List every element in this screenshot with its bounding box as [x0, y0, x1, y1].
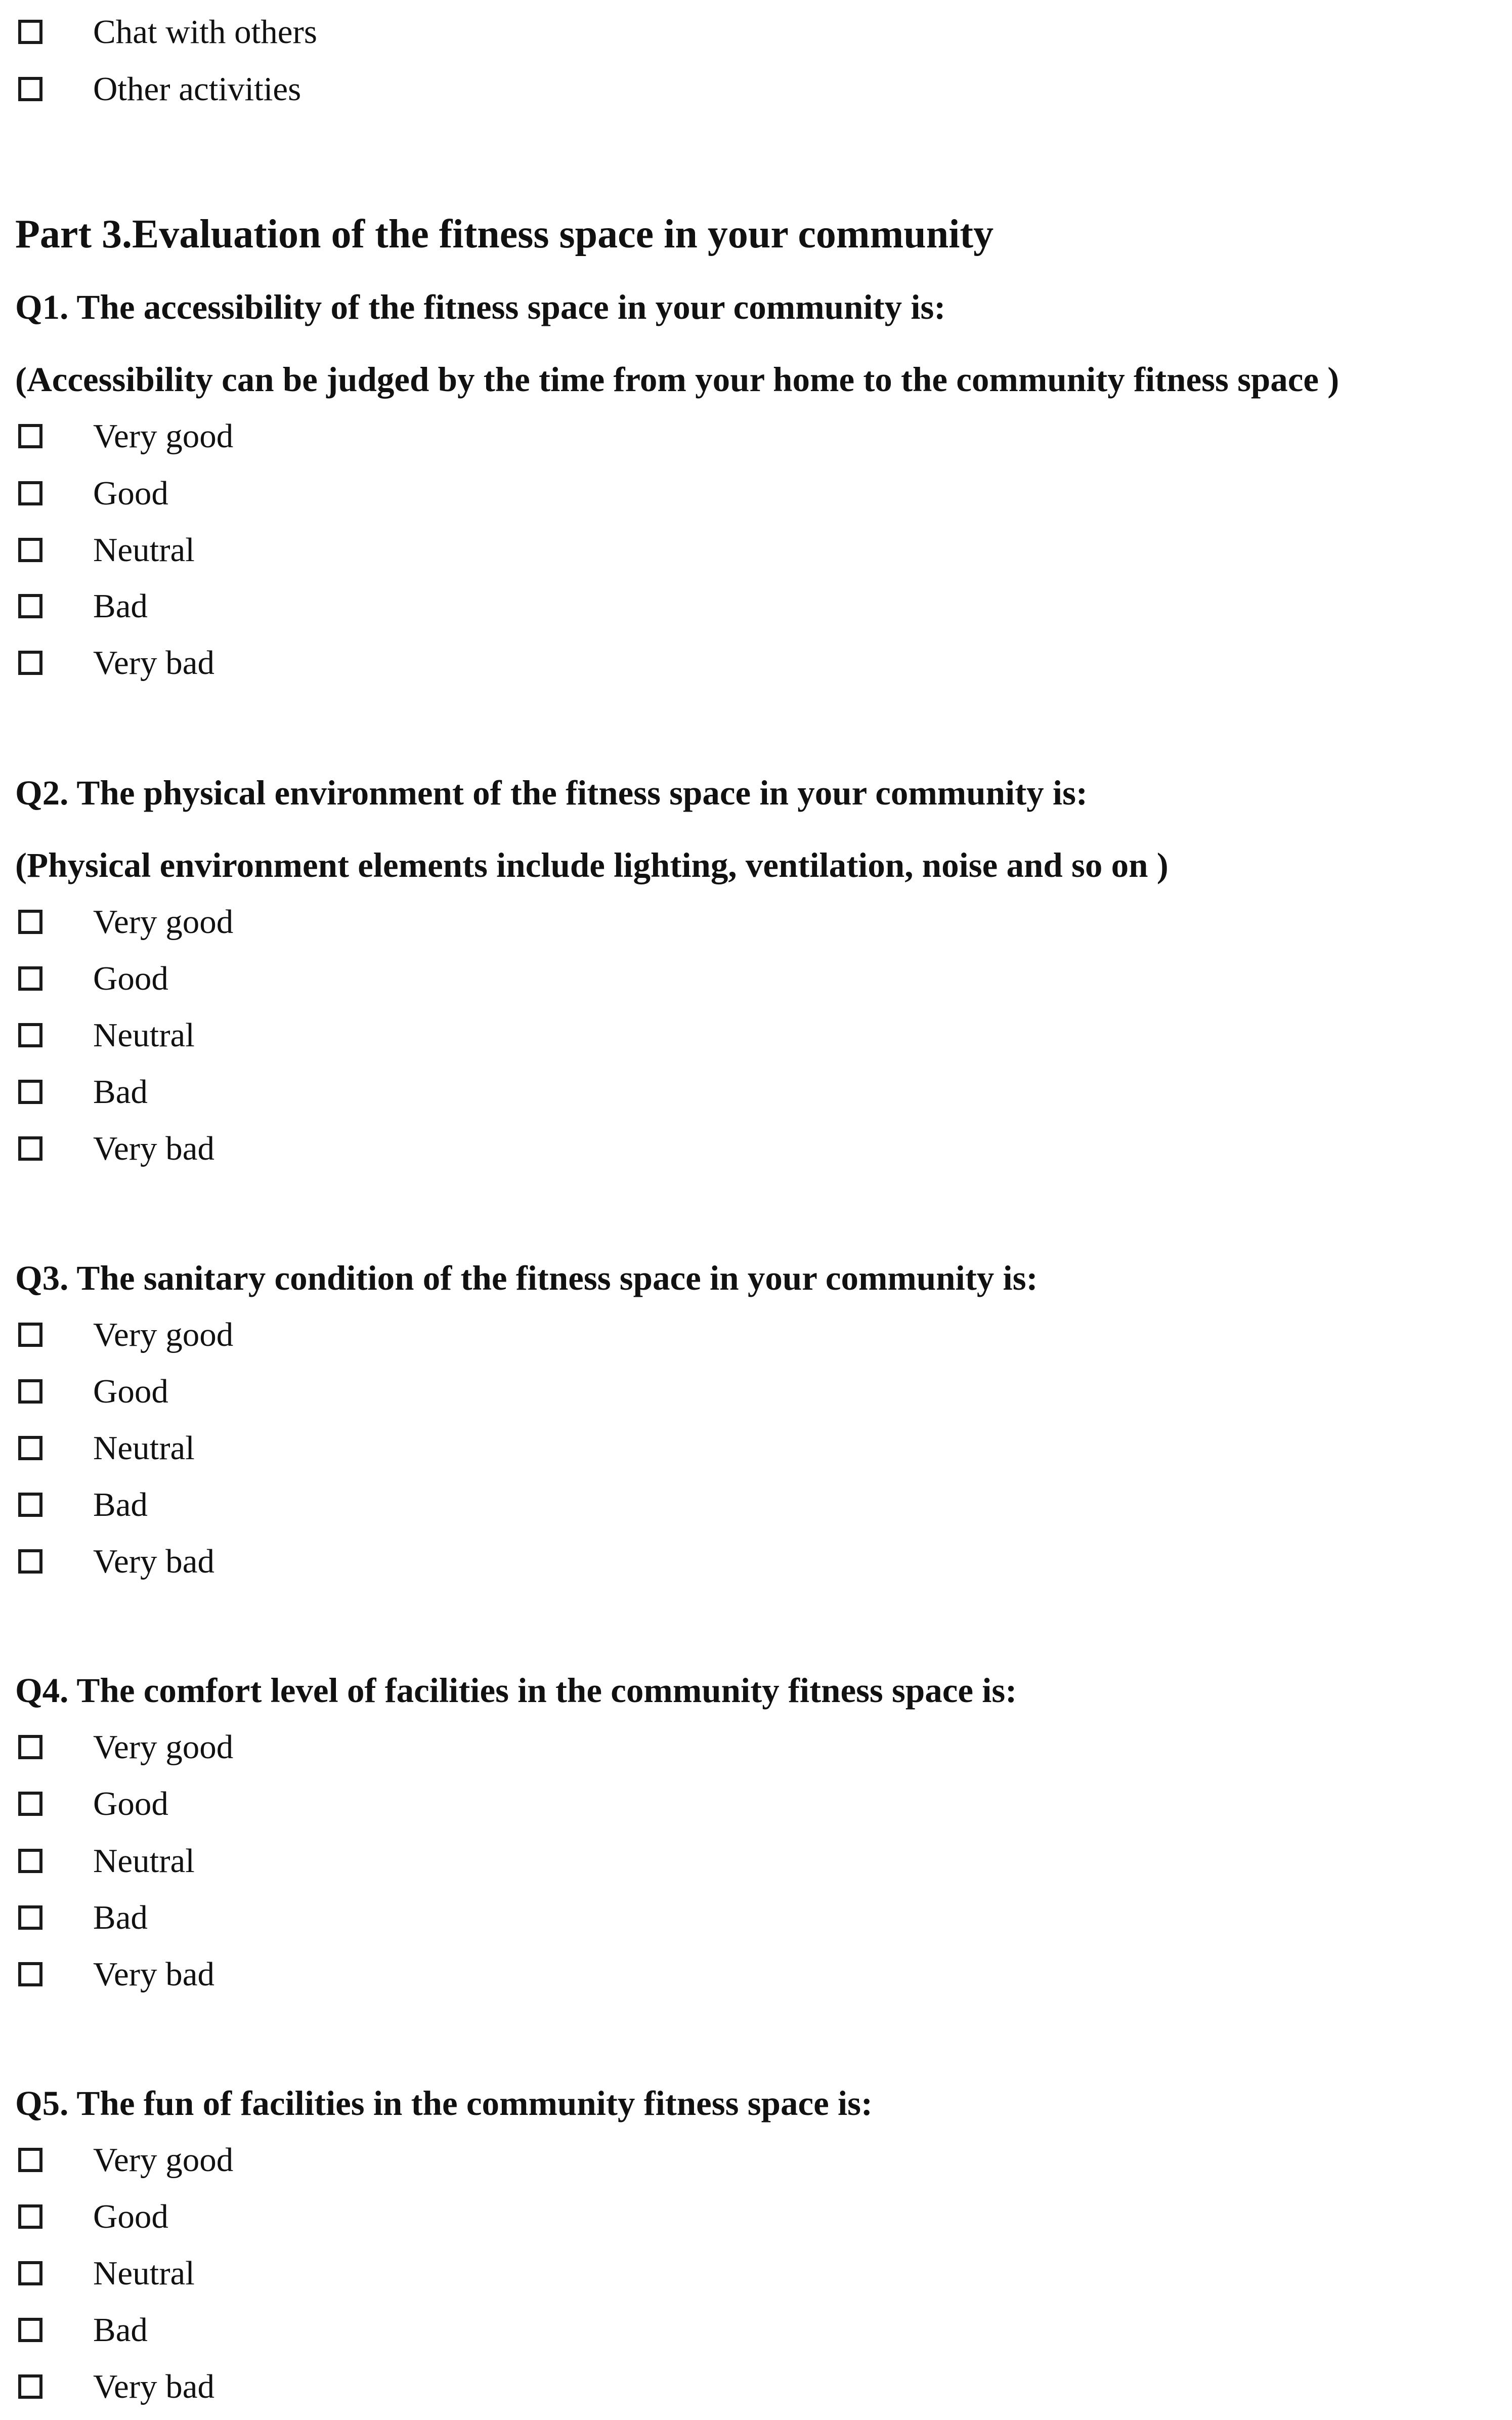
q1-option-very-bad[interactable]	[18, 638, 214, 688]
checkbox-icon[interactable]	[18, 1323, 42, 1347]
part-title: Part 3.Evaluation of the fitness space in your community	[15, 212, 994, 257]
question-2-title: Q2. The physical environment of the fitness space in your community is:	[15, 774, 1088, 812]
option-label: Very bad	[93, 644, 214, 682]
option-label: Bad	[93, 587, 148, 625]
checkbox-icon[interactable]	[18, 594, 42, 618]
checkbox-icon[interactable]	[18, 1136, 42, 1161]
q2-option-good[interactable]	[18, 953, 168, 1004]
q5-option-very-good[interactable]	[18, 2135, 233, 2185]
q5-option-good[interactable]	[18, 2191, 168, 2242]
option-label: Chat with others	[93, 13, 317, 51]
option-label: Neutral	[93, 531, 195, 569]
checkbox-icon[interactable]	[18, 1792, 42, 1816]
option-label: Very bad	[93, 2368, 214, 2405]
checkbox-icon[interactable]	[18, 77, 42, 101]
checkbox-icon[interactable]	[18, 1379, 42, 1404]
q5-option-neutral[interactable]	[18, 2248, 195, 2299]
option-label: Bad	[93, 1899, 148, 1936]
question-1-note: (Accessibility can be judged by the time from your home to the community fitness space )	[15, 360, 1340, 399]
option-label: Very bad	[93, 1130, 214, 1167]
checkbox-icon[interactable]	[18, 1436, 42, 1460]
q3-option-neutral[interactable]	[18, 1423, 195, 1473]
q4-option-bad[interactable]	[18, 1892, 148, 1943]
q3-option-very-bad[interactable]	[18, 1536, 214, 1587]
q4-option-very-bad[interactable]	[18, 1949, 214, 2000]
checkbox-icon[interactable]	[18, 1735, 42, 1759]
question-5-title: Q5. The fun of facilities in the community fitness space is:	[15, 2084, 873, 2122]
option-label: Neutral	[93, 1842, 195, 1880]
q2-option-very-good[interactable]	[18, 897, 233, 947]
checkbox-icon[interactable]	[18, 2318, 42, 2342]
option-label: Very good	[93, 2141, 234, 2179]
q2-option-bad[interactable]	[18, 1067, 148, 1117]
option-label: Good	[93, 960, 168, 997]
option-chat-with-others[interactable]	[18, 7, 317, 57]
q1-option-good[interactable]	[18, 468, 168, 519]
q4-option-very-good[interactable]	[18, 1722, 233, 1772]
q2-option-very-bad[interactable]	[18, 1123, 214, 1174]
option-label: Very bad	[93, 1543, 214, 1580]
checkbox-icon[interactable]	[18, 910, 42, 934]
q5-option-very-bad[interactable]	[18, 2361, 214, 2412]
option-label: Very good	[93, 903, 234, 941]
checkbox-icon[interactable]	[18, 538, 42, 562]
option-label: Very good	[93, 1316, 234, 1353]
checkbox-icon[interactable]	[18, 1023, 42, 1047]
checkbox-icon[interactable]	[18, 651, 42, 675]
q2-option-neutral[interactable]	[18, 1010, 195, 1060]
checkbox-icon[interactable]	[18, 1080, 42, 1104]
checkbox-icon[interactable]	[18, 424, 42, 448]
checkbox-icon[interactable]	[18, 2204, 42, 2229]
checkbox-icon[interactable]	[18, 481, 42, 505]
q1-option-bad[interactable]	[18, 581, 148, 631]
q4-option-neutral[interactable]	[18, 1836, 195, 1886]
checkbox-icon[interactable]	[18, 20, 42, 44]
q3-option-good[interactable]	[18, 1366, 168, 1417]
option-label: Very good	[93, 417, 234, 455]
checkbox-icon[interactable]	[18, 966, 42, 991]
q1-option-very-good[interactable]	[18, 411, 233, 461]
option-label: Good	[93, 475, 168, 512]
option-label: Bad	[93, 1073, 148, 1111]
question-2-note: (Physical environment elements include lighting, ventilation, noise and so on )	[15, 846, 1169, 884]
question-3-title: Q3. The sanitary condition of the fitness space in your community is:	[15, 1259, 1038, 1297]
q3-option-very-good[interactable]	[18, 1309, 233, 1360]
option-other-activities[interactable]	[18, 64, 301, 114]
option-label: Neutral	[93, 1016, 195, 1054]
q1-option-neutral[interactable]	[18, 525, 195, 575]
checkbox-icon[interactable]	[18, 1849, 42, 1873]
question-1-title: Q1. The accessibility of the fitness space in your community is:	[15, 288, 946, 326]
option-label: Good	[93, 1785, 168, 1822]
option-label: Very bad	[93, 1956, 214, 1993]
checkbox-icon[interactable]	[18, 2374, 42, 2399]
q5-option-bad[interactable]	[18, 2305, 148, 2355]
option-label: Very good	[93, 1728, 234, 1766]
checkbox-icon[interactable]	[18, 2261, 42, 2285]
option-label: Other activities	[93, 70, 301, 108]
checkbox-icon[interactable]	[18, 1549, 42, 1574]
question-4-title: Q4. The comfort level of facilities in the community fitness space is:	[15, 1671, 1017, 1710]
option-label: Neutral	[93, 2255, 195, 2292]
q3-option-bad[interactable]	[18, 1479, 148, 1530]
checkbox-icon[interactable]	[18, 1493, 42, 1517]
option-label: Good	[93, 1373, 168, 1410]
checkbox-icon[interactable]	[18, 1905, 42, 1930]
checkbox-icon[interactable]	[18, 2148, 42, 2172]
option-label: Bad	[93, 1486, 148, 1523]
option-label: Bad	[93, 2311, 148, 2349]
option-label: Neutral	[93, 1429, 195, 1467]
checkbox-icon[interactable]	[18, 1962, 42, 1986]
option-label: Good	[93, 2198, 168, 2235]
q4-option-good[interactable]	[18, 1778, 168, 1829]
